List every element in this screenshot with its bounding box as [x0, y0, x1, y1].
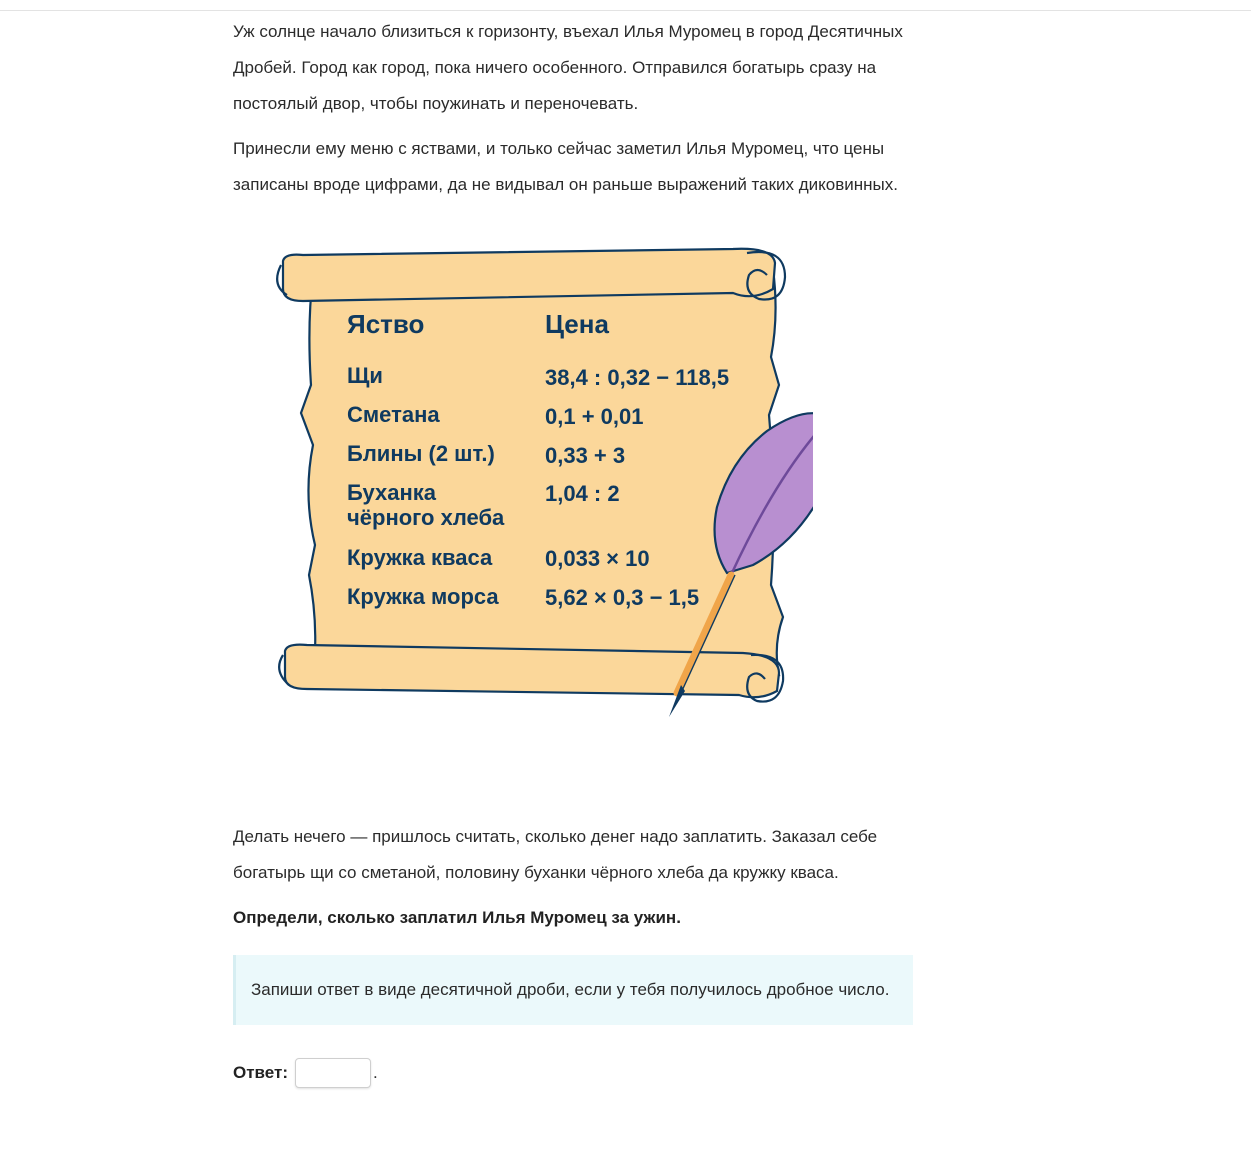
answer-label: Ответ: [233, 1063, 288, 1082]
menu-item-smetana: Сметана [347, 402, 440, 427]
menu-item-kvas: Кружка кваса [347, 545, 493, 570]
story-paragraph-1: Уж солнце начало близиться к горизонту, въехал Илья Муромец в город Десятичных Дробей. Город как город, пока ничего особенного. Отправился богатырь сразу на постоялый двор, чтобы поужинать и переночевать. [233, 22, 903, 113]
top-divider [0, 10, 1251, 11]
answer-input[interactable] [295, 1058, 371, 1088]
menu-item-shchi: Щи [347, 363, 383, 388]
menu-price-bread: 1,04 : 2 [545, 481, 620, 506]
answer-suffix: . [373, 1063, 378, 1082]
scroll-top-roll [283, 249, 775, 301]
menu-price-mors: 5,62 × 0,3 − 1,5 [545, 585, 700, 610]
menu-price-smetana: 0,1 + 0,01 [545, 404, 644, 429]
story-paragraph-3: Делать нечего — пришлось считать, сколько денег надо заплатить. Заказал себе богатырь щи со сметаной, половину буханки чёрного хлеба да кружку кваса. [233, 827, 878, 882]
menu-header-item: Яство [347, 309, 425, 339]
menu-price-kvas: 0,033 × 10 [545, 546, 650, 571]
menu-item-bliny: Блины (2 шт.) [347, 441, 495, 466]
menu-scroll-illustration [233, 229, 913, 819]
answer-row [233, 1055, 913, 1091]
menu-price-bliny: 0,33 + 3 [545, 443, 626, 468]
story-paragraph-2: Принесли ему меню с яствами, и только сейчас заметил Илья Муромец, что цены записаны вроде цифрами, да не видывал он раньше выражений таких диковинных. [233, 139, 899, 194]
menu-price-shchi: 38,4 : 0,32 − 118,5 [545, 365, 730, 390]
scroll-bottom-roll [285, 645, 779, 698]
menu-item-bread-line2: чёрного хлеба [347, 505, 505, 530]
menu-item-mors: Кружка морса [347, 584, 499, 609]
menu-header-price: Цена [545, 309, 609, 339]
menu-item-bread-line1: Буханка [347, 480, 437, 505]
task-content [233, 14, 913, 1091]
menu-scroll [273, 245, 813, 720]
hint-box: Запиши ответ в виде десятичной дроби, если у тебя получилось дробное число. [233, 955, 913, 1025]
task-question: Определи, сколько заплатил Илья Муромец за ужин. [233, 908, 681, 927]
